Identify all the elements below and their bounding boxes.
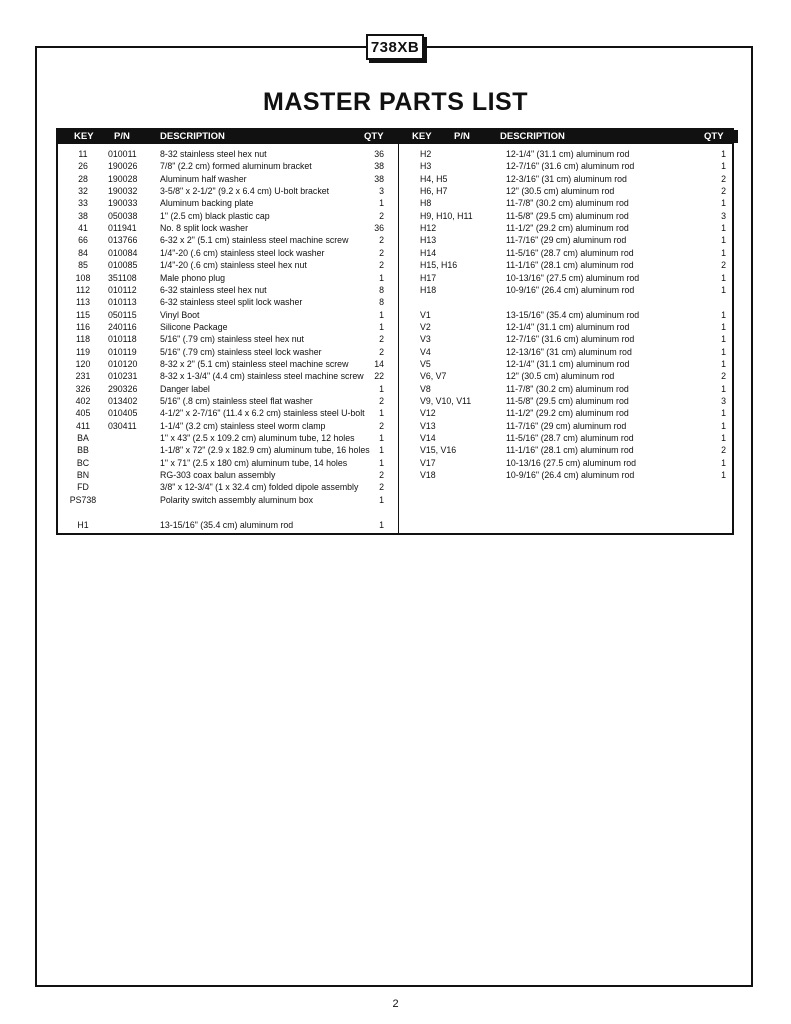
part-description: 12-7/16" (31.6 cm) aluminum rod: [506, 334, 635, 345]
table-row: [420, 185, 732, 197]
part-key: 108: [75, 272, 91, 283]
part-description: 10-13/16 (27.5 cm) aluminum rod: [506, 457, 637, 468]
part-description: 10-13/16" (27.5 cm) aluminum rod: [506, 272, 640, 283]
part-quantity: 1: [379, 519, 384, 530]
part-description: 5/16" (.8 cm) stainless steel flat washer: [160, 396, 313, 406]
part-quantity: 1: [379, 494, 384, 505]
table-row: [58, 272, 398, 284]
part-key: H14: [420, 247, 437, 258]
part-number: 010231: [108, 371, 138, 382]
part-description: 12-3/16" (31 cm) aluminum rod: [506, 173, 627, 184]
part-key: 326: [75, 383, 91, 394]
table-row: [420, 197, 732, 209]
part-description: 13-15/16" (35.4 cm) aluminum rod: [506, 309, 640, 320]
part-key: 118: [75, 334, 91, 345]
part-quantity: 14: [374, 358, 384, 369]
part-quantity: 2: [379, 482, 384, 493]
part-description: 8-32 x 1-3/4" (4.4 cm) stainless steel machine screw: [160, 371, 364, 382]
part-number: 013766: [108, 235, 138, 246]
part-number: 013402: [108, 396, 138, 406]
part-key: H13: [420, 235, 437, 246]
model-number-tab: 738XB: [366, 34, 424, 60]
part-description: 11-1/16" (28.1 cm) aluminum rod: [506, 445, 634, 456]
table-row: [58, 420, 398, 432]
table-row: [420, 457, 732, 469]
part-quantity: 1: [379, 321, 384, 332]
header-key-right: KEY: [412, 131, 432, 142]
part-number: 050038: [108, 210, 138, 221]
table-row: [420, 247, 732, 259]
part-description: Danger label: [160, 383, 210, 394]
part-quantity: 1: [379, 383, 384, 394]
part-number: 010011: [108, 149, 137, 159]
table-row: [58, 247, 398, 259]
part-number: 190028: [108, 173, 138, 184]
part-key: H15, H16: [420, 260, 458, 271]
part-key: BN: [76, 470, 90, 481]
part-description: Male phono plug: [160, 272, 226, 283]
part-key: 66: [78, 235, 88, 246]
part-number: 011941: [108, 223, 137, 234]
part-key: 402: [75, 396, 91, 406]
part-description: 8-32 stainless steel hex nut: [160, 149, 267, 159]
part-quantity: 3: [721, 210, 726, 221]
table-row: [58, 457, 398, 469]
table-row: [420, 346, 732, 358]
part-number: 010113: [108, 297, 137, 308]
table-row: [420, 395, 732, 407]
table-row: [58, 160, 398, 172]
part-key: 120: [75, 358, 91, 369]
part-quantity: 1: [721, 383, 726, 394]
part-number: 190033: [108, 198, 138, 209]
header-pn: P/N: [114, 131, 130, 142]
table-row: [58, 309, 398, 321]
part-description: No. 8 split lock washer: [160, 223, 249, 234]
part-quantity: 8: [379, 284, 384, 295]
part-key: 41: [78, 223, 88, 234]
table-row: [420, 160, 732, 172]
header-qty-left: QTY: [364, 131, 384, 142]
table-row: [58, 321, 398, 333]
table-row: [420, 210, 732, 222]
part-quantity: 2: [721, 186, 726, 197]
column-divider: [398, 144, 399, 534]
part-quantity: 1: [379, 408, 384, 419]
table-row: [58, 494, 398, 506]
header-qty-right: QTY: [704, 131, 724, 142]
part-key: H6, H7: [420, 186, 448, 197]
part-key: V17: [420, 457, 436, 468]
table-row: [58, 173, 398, 185]
part-key: 119: [75, 346, 91, 357]
part-key: BB: [77, 445, 89, 456]
part-number: 010118: [108, 334, 137, 345]
table-shadow: [734, 130, 738, 143]
part-quantity: 36: [374, 223, 384, 234]
part-key: H4, H5: [420, 173, 448, 184]
part-quantity: 1: [721, 247, 726, 258]
part-key: V1: [420, 309, 431, 320]
part-description: 7/8" (2.2 cm) formed aluminum bracket: [160, 161, 312, 172]
table-row: [420, 296, 732, 308]
part-description: 11-5/16" (28.7 cm) aluminum rod: [506, 433, 634, 444]
part-description: 6-32 stainless steel split lock washer: [160, 297, 303, 308]
part-key: 113: [75, 297, 91, 308]
part-key: V4: [420, 346, 431, 357]
part-quantity: 38: [374, 161, 384, 172]
part-description: 1/4"-20 (.6 cm) stainless steel hex nut: [160, 260, 307, 271]
header-key-left: KEY: [74, 131, 94, 142]
part-description: 12-13/16" (31 cm) aluminum rod: [506, 346, 632, 357]
part-description: 11-7/8" (30.2 cm) aluminum rod: [506, 383, 629, 394]
part-key: PS738: [69, 494, 97, 505]
table-row: [58, 148, 398, 160]
part-quantity: 1: [721, 470, 726, 481]
part-key: V18: [420, 470, 436, 481]
table-row: [58, 346, 398, 358]
part-number: 030411: [108, 420, 137, 431]
part-quantity: 2: [721, 260, 726, 271]
table-row: [58, 469, 398, 481]
table-row: [420, 407, 732, 419]
table-row: [420, 234, 732, 246]
table-row: [58, 234, 398, 246]
part-description: 1" x 43" (2.5 x 109.2 cm) aluminum tube, 12 holes: [160, 433, 355, 444]
part-number: 010112: [108, 284, 137, 295]
part-description: 11-5/16" (28.7 cm) aluminum rod: [506, 247, 634, 258]
part-quantity: 1: [721, 161, 726, 172]
part-quantity: 1: [379, 457, 384, 468]
part-quantity: 38: [374, 173, 384, 184]
part-description: 8-32 x 2" (5.1 cm) stainless steel machine screw: [160, 358, 349, 369]
part-quantity: 2: [721, 445, 726, 456]
table-row: [58, 358, 398, 370]
table-row: [420, 469, 732, 481]
part-key: 85: [78, 260, 88, 271]
table-row: [58, 432, 398, 444]
part-key: V2: [420, 321, 431, 332]
table-row: [58, 185, 398, 197]
header-pn-right: P/N: [454, 131, 470, 142]
part-description: 12" (30.5 cm) aluminum rod: [506, 371, 615, 382]
part-quantity: 2: [379, 260, 384, 271]
part-key: H12: [420, 223, 437, 234]
part-number: 010085: [108, 260, 138, 271]
part-key: H8: [420, 198, 432, 209]
part-number: 190026: [108, 161, 138, 172]
table-row: [420, 432, 732, 444]
part-description: 12" (30.5 cm) aluminum rod: [506, 186, 615, 197]
part-description: 12-7/16" (31.6 cm) aluminum rod: [506, 161, 635, 172]
part-quantity: 1: [721, 433, 726, 444]
part-description: 11-5/8" (29.5 cm) aluminum rod: [506, 210, 629, 221]
part-description: 11-7/16" (29 cm) aluminum rod: [506, 420, 627, 431]
part-quantity: 1: [721, 149, 726, 159]
part-description: Silicone Package: [160, 321, 228, 332]
part-number: 010119: [108, 346, 137, 357]
table-row: [58, 197, 398, 209]
part-description: 11-7/8" (30.2 cm) aluminum rod: [506, 198, 629, 209]
part-key: V8: [420, 383, 431, 394]
part-key: 38: [78, 210, 88, 221]
table-row: [58, 296, 398, 308]
table-row: [420, 333, 732, 345]
table-row: [420, 173, 732, 185]
part-description: 10-9/16" (26.4 cm) aluminum rod: [506, 284, 635, 295]
table-row: [58, 222, 398, 234]
part-description: Vinyl Boot: [160, 309, 200, 320]
part-quantity: 1: [721, 346, 726, 357]
table-row: [58, 506, 398, 518]
table-row: [58, 383, 398, 395]
part-key: V14: [420, 433, 436, 444]
part-description: 12-1/4" (31.1 cm) aluminum rod: [506, 321, 630, 332]
table-row: [420, 358, 732, 370]
table-row: [420, 444, 732, 456]
part-quantity: 1: [721, 358, 726, 369]
part-description: 5/16" (.79 cm) stainless steel hex nut: [160, 334, 304, 345]
part-quantity: 1: [721, 334, 726, 345]
part-key: 32: [78, 186, 88, 197]
part-key: V15, V16: [420, 445, 457, 456]
part-quantity: 1: [379, 198, 384, 209]
part-description: 11-5/8" (29.5 cm) aluminum rod: [506, 396, 629, 406]
part-key: V6, V7: [420, 371, 447, 382]
table-row: [58, 395, 398, 407]
part-quantity: 3: [379, 186, 384, 197]
part-description: 1-1/4" (3.2 cm) stainless steel worm clamp: [160, 420, 326, 431]
header-description-left: DESCRIPTION: [160, 131, 225, 142]
page-title: MASTER PARTS LIST: [263, 88, 528, 116]
part-quantity: 2: [379, 420, 384, 431]
part-description: 11-1/16" (28.1 cm) aluminum rod: [506, 260, 634, 271]
table-header: [58, 130, 732, 144]
part-quantity: 2: [721, 371, 726, 382]
part-quantity: 2: [721, 173, 726, 184]
part-quantity: 2: [379, 470, 384, 481]
part-key: BC: [76, 457, 90, 468]
part-description: Aluminum half washer: [160, 173, 247, 184]
part-description: 11-7/16" (29 cm) aluminum rod: [506, 235, 627, 246]
table-row: [58, 259, 398, 271]
table-row: [420, 370, 732, 382]
part-key: 116: [75, 321, 91, 332]
part-key: V13: [420, 420, 436, 431]
part-quantity: 1: [379, 272, 384, 283]
part-key: H9, H10, H11: [420, 210, 473, 221]
part-description: 12-1/4" (31.1 cm) aluminum rod: [506, 358, 630, 369]
part-key: V5: [420, 358, 431, 369]
part-quantity: 2: [379, 210, 384, 221]
part-description: 5/16" (.79 cm) stainless steel lock washer: [160, 346, 322, 357]
part-description: 6-32 x 2" (5.1 cm) stainless steel machine screw: [160, 235, 349, 246]
part-key: H1: [77, 519, 89, 530]
part-quantity: 1: [721, 321, 726, 332]
part-description: 1" x 71" (2.5 x 180 cm) aluminum tube, 14 holes: [160, 457, 348, 468]
part-number: 010120: [108, 358, 138, 369]
part-number: 050115: [108, 309, 137, 320]
part-description: RG-303 coax balun assembly: [160, 470, 276, 481]
part-quantity: 1: [379, 445, 384, 456]
part-key: H17: [420, 272, 437, 283]
part-key: 411: [75, 420, 91, 431]
table-row: [58, 210, 398, 222]
part-description: 1" (2.5 cm) black plastic cap: [160, 210, 270, 221]
part-key: 26: [78, 161, 88, 172]
table-row: [58, 481, 398, 493]
part-quantity: 3: [721, 396, 726, 406]
part-description: 13-15/16" (35.4 cm) aluminum rod: [160, 519, 294, 530]
table-row: [420, 272, 732, 284]
part-quantity: 1: [721, 284, 726, 295]
part-quantity: 1: [721, 309, 726, 320]
part-key: 28: [78, 173, 88, 184]
table-row: [58, 519, 398, 531]
part-description: Polarity switch assembly aluminum box: [160, 494, 314, 505]
part-key: 405: [75, 408, 91, 419]
part-key: 84: [78, 247, 88, 258]
part-quantity: 1: [721, 272, 726, 283]
table-row: [420, 222, 732, 234]
part-quantity: 1: [721, 198, 726, 209]
part-description: 1/4"-20 (.6 cm) stainless steel lock washer: [160, 247, 325, 258]
part-description: 12-1/4" (31.1 cm) aluminum rod: [506, 149, 630, 159]
part-key: BA: [77, 433, 89, 444]
part-description: 6-32 stainless steel hex nut: [160, 284, 267, 295]
part-key: 112: [75, 284, 91, 295]
part-quantity: 1: [379, 309, 384, 320]
table-row: [420, 309, 732, 321]
part-description: 1-1/8" x 72" (2.9 x 182.9 cm) aluminum tube, 16 holes: [160, 445, 370, 456]
table-row: [420, 148, 732, 160]
part-quantity: 2: [379, 235, 384, 246]
part-number: 351108: [108, 272, 137, 283]
table-row: [420, 284, 732, 296]
part-number: 010084: [108, 247, 138, 258]
table-row: [58, 370, 398, 382]
header-description-right: DESCRIPTION: [500, 131, 565, 142]
part-key: H2: [420, 149, 432, 159]
part-quantity: 8: [379, 297, 384, 308]
table-row: [420, 259, 732, 271]
part-number: 190032: [108, 186, 138, 197]
part-quantity: 2: [379, 247, 384, 258]
table-row: [420, 420, 732, 432]
table-row: [58, 284, 398, 296]
part-description: 3-5/8" x 2-1/2" (9.2 x 6.4 cm) U-bolt bracket: [160, 186, 330, 197]
part-number: 240116: [108, 321, 137, 332]
part-key: V12: [420, 408, 436, 419]
part-quantity: 22: [374, 371, 384, 382]
table-row: [58, 444, 398, 456]
part-description: 11-1/2" (29.2 cm) aluminum rod: [506, 408, 629, 419]
part-quantity: 1: [721, 457, 726, 468]
table-row: [420, 383, 732, 395]
table-row: [58, 333, 398, 345]
part-key: H18: [420, 284, 437, 295]
part-quantity: 1: [721, 408, 726, 419]
part-quantity: 2: [379, 334, 384, 345]
part-quantity: 1: [379, 433, 384, 444]
part-quantity: 1: [721, 420, 726, 431]
part-quantity: 2: [379, 346, 384, 357]
part-quantity: 1: [721, 223, 726, 234]
part-description: 4-1/2" x 2-7/16" (11.4 x 6.2 cm) stainless steel U-bolt: [160, 408, 365, 419]
part-description: 10-9/16" (26.4 cm) aluminum rod: [506, 470, 635, 481]
part-key: 231: [75, 371, 91, 382]
part-key: 33: [78, 198, 88, 209]
part-key: 11: [78, 149, 88, 159]
part-description: 3/8" x 12-3/4" (1 x 32.4 cm) folded dipole assembly: [160, 482, 359, 493]
part-key: V3: [420, 334, 431, 345]
page-number: 2: [392, 998, 399, 1010]
part-description: 11-1/2" (29.2 cm) aluminum rod: [506, 223, 629, 234]
table-row: [420, 321, 732, 333]
parts-table: [56, 128, 734, 535]
part-key: H3: [420, 161, 432, 172]
part-quantity: 1: [721, 235, 726, 246]
part-quantity: 36: [374, 149, 384, 159]
part-description: Aluminum backing plate: [160, 198, 254, 209]
part-number: 290326: [108, 383, 138, 394]
part-key: 115: [75, 309, 91, 320]
part-quantity: 2: [379, 396, 384, 406]
part-key: FD: [77, 482, 89, 493]
table-row: [58, 407, 398, 419]
part-key: V9, V10, V11: [420, 396, 472, 406]
part-number: 010405: [108, 408, 138, 419]
